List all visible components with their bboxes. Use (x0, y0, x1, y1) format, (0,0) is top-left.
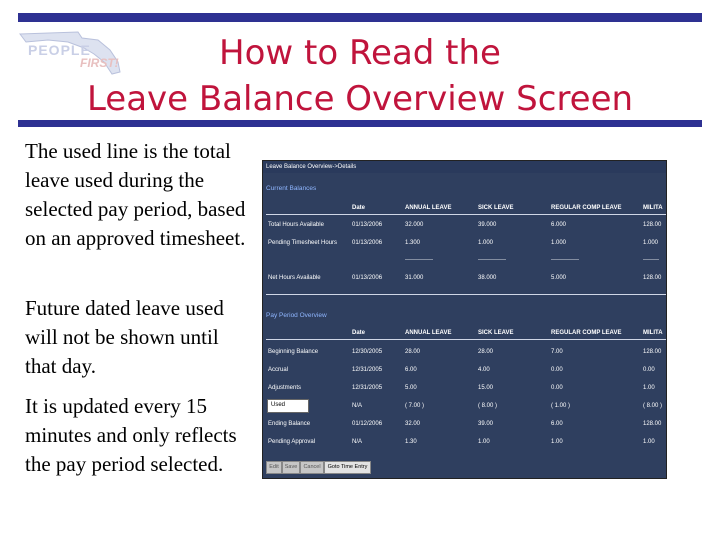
pp-row-value: 28.00 (478, 349, 494, 355)
pp-row-label: Ending Balance (268, 421, 311, 427)
pp-row-value: ( 1.00 ) (551, 403, 571, 409)
pp-row-value: 39.00 (478, 421, 494, 427)
cb-row-value: 128.00 (643, 222, 662, 228)
pp-row-value: 01/12/2006 (352, 421, 383, 427)
cb-col-comp: REGULAR COMP LEAVE (551, 205, 622, 211)
pp-row-value: 32.00 (405, 421, 421, 427)
pp-row-value: 0.00 (643, 367, 655, 373)
pp-col-military: MILITA (643, 330, 663, 336)
cb-row-label: Net Hours Available (268, 275, 321, 281)
screenshot-header: Leave Balance Overview->Details (263, 161, 667, 173)
title-line-2: Leave Balance Overview Screen (86, 79, 634, 119)
used-row-label: Used (271, 402, 286, 408)
cb-separator: -------- (643, 257, 659, 263)
pp-row-value: 1.00 (643, 385, 655, 391)
pp-row-value: 128.00 (643, 421, 662, 427)
pp-row-value: 0.00 (551, 385, 563, 391)
title-line-1: How to Read the (219, 33, 501, 73)
pp-row-value: 4.00 (478, 367, 490, 373)
pp-row-label: Beginning Balance (268, 349, 319, 355)
save-button[interactable]: Save (282, 461, 300, 474)
cb-row-label: Pending Timesheet Hours (268, 240, 338, 246)
pp-row-value: 12/31/2005 (352, 367, 383, 373)
pp-row-value: ( 8.00 ) (478, 403, 498, 409)
pp-row-value: 7.00 (551, 349, 563, 355)
cb-row-value: 1.000 (551, 240, 567, 246)
cb-row-value: 31.000 (405, 275, 424, 281)
pp-row-value: 0.00 (551, 367, 563, 373)
paragraph-future-leave: Future dated leave used will not be shown until that day. (25, 296, 224, 378)
pp-row-value: 128.00 (643, 349, 662, 355)
cancel-button[interactable]: Cancel (300, 461, 324, 474)
pp-row-label: Accrual (268, 367, 289, 373)
cb-separator: -------------- (551, 257, 579, 263)
used-row-highlight (267, 399, 309, 413)
pp-row-value: 12/31/2005 (352, 385, 383, 391)
cb-row-value: 01/13/2006 (352, 275, 383, 281)
pp-row-value: 15.00 (478, 385, 494, 391)
pp-row-value: 1.00 (478, 439, 490, 445)
pp-row-label: Adjustments (268, 385, 302, 391)
pp-header-divider (266, 339, 666, 340)
pp-col-date: Date (352, 330, 366, 336)
cb-col-military: MILITA (643, 205, 663, 211)
pp-row-value: ( 8.00 ) (643, 403, 663, 409)
pp-row-value: 6.00 (405, 367, 417, 373)
pp-col-annual: ANNUAL LEAVE (405, 330, 452, 336)
logo-first-text: FIRST! (80, 56, 119, 70)
top-accent-bar (18, 13, 702, 22)
cb-row-value: 32.000 (405, 222, 424, 228)
cb-separator: -------------- (478, 257, 506, 263)
cb-header-divider (266, 214, 666, 215)
cb-row-value: 01/13/2006 (352, 222, 383, 228)
pp-row-value: N/A (352, 439, 363, 445)
pp-row-value: 6.00 (551, 421, 563, 427)
cb-row-value: 1.300 (405, 240, 421, 246)
cb-col-date: Date (352, 205, 366, 211)
title-underline-bar (18, 120, 702, 127)
pp-row-value: ( 7.00 ) (405, 403, 425, 409)
cb-row-value: 1.000 (643, 240, 659, 246)
cb-col-annual: ANNUAL LEAVE (405, 205, 452, 211)
pp-col-comp: REGULAR COMP LEAVE (551, 330, 622, 336)
pp-row-label: Pending Approval (268, 439, 316, 445)
goto-time-entry-button[interactable]: Goto Time Entry (324, 461, 371, 474)
cb-separator: -------------- (405, 257, 433, 263)
pp-row-value: 12/30/2005 (352, 349, 383, 355)
pp-row-value: N/A (352, 403, 363, 409)
cb-row-value: 6.000 (551, 222, 567, 228)
paragraph-update-frequency: It is updated every 15 minutes and only reflects the pay period selected. (25, 394, 237, 476)
pp-row-value: 5.00 (405, 385, 417, 391)
cb-row-value: 128.00 (643, 275, 662, 281)
cb-section-divider (266, 294, 666, 295)
cb-row-value: 39.000 (478, 222, 497, 228)
cb-col-sick: SICK LEAVE (478, 205, 514, 211)
leave-balance-screenshot (262, 160, 667, 479)
cb-row-value: 5.000 (551, 275, 567, 281)
cb-row-label: Total Hours Available (268, 222, 324, 228)
page-title (60, 30, 660, 122)
edit-button[interactable]: Edit (266, 461, 282, 474)
current-balances-title: Current Balances (266, 185, 317, 192)
pp-row-value: 1.30 (405, 439, 417, 445)
pay-period-title: Pay Period Overview (266, 312, 327, 319)
pp-row-value: 28.00 (405, 349, 421, 355)
cb-row-value: 38.000 (478, 275, 497, 281)
paragraph-used-line: The used line is the total leave used during the selected pay period, based on an approved timesheet. (25, 139, 246, 250)
cb-row-value: 01/13/2006 (352, 240, 383, 246)
logo-people-text: PEOPLE (28, 42, 91, 58)
pp-row-value: 1.00 (643, 439, 655, 445)
cb-row-value: 1.000 (478, 240, 494, 246)
pp-col-sick: SICK LEAVE (478, 330, 514, 336)
pp-row-value: 1.00 (551, 439, 563, 445)
